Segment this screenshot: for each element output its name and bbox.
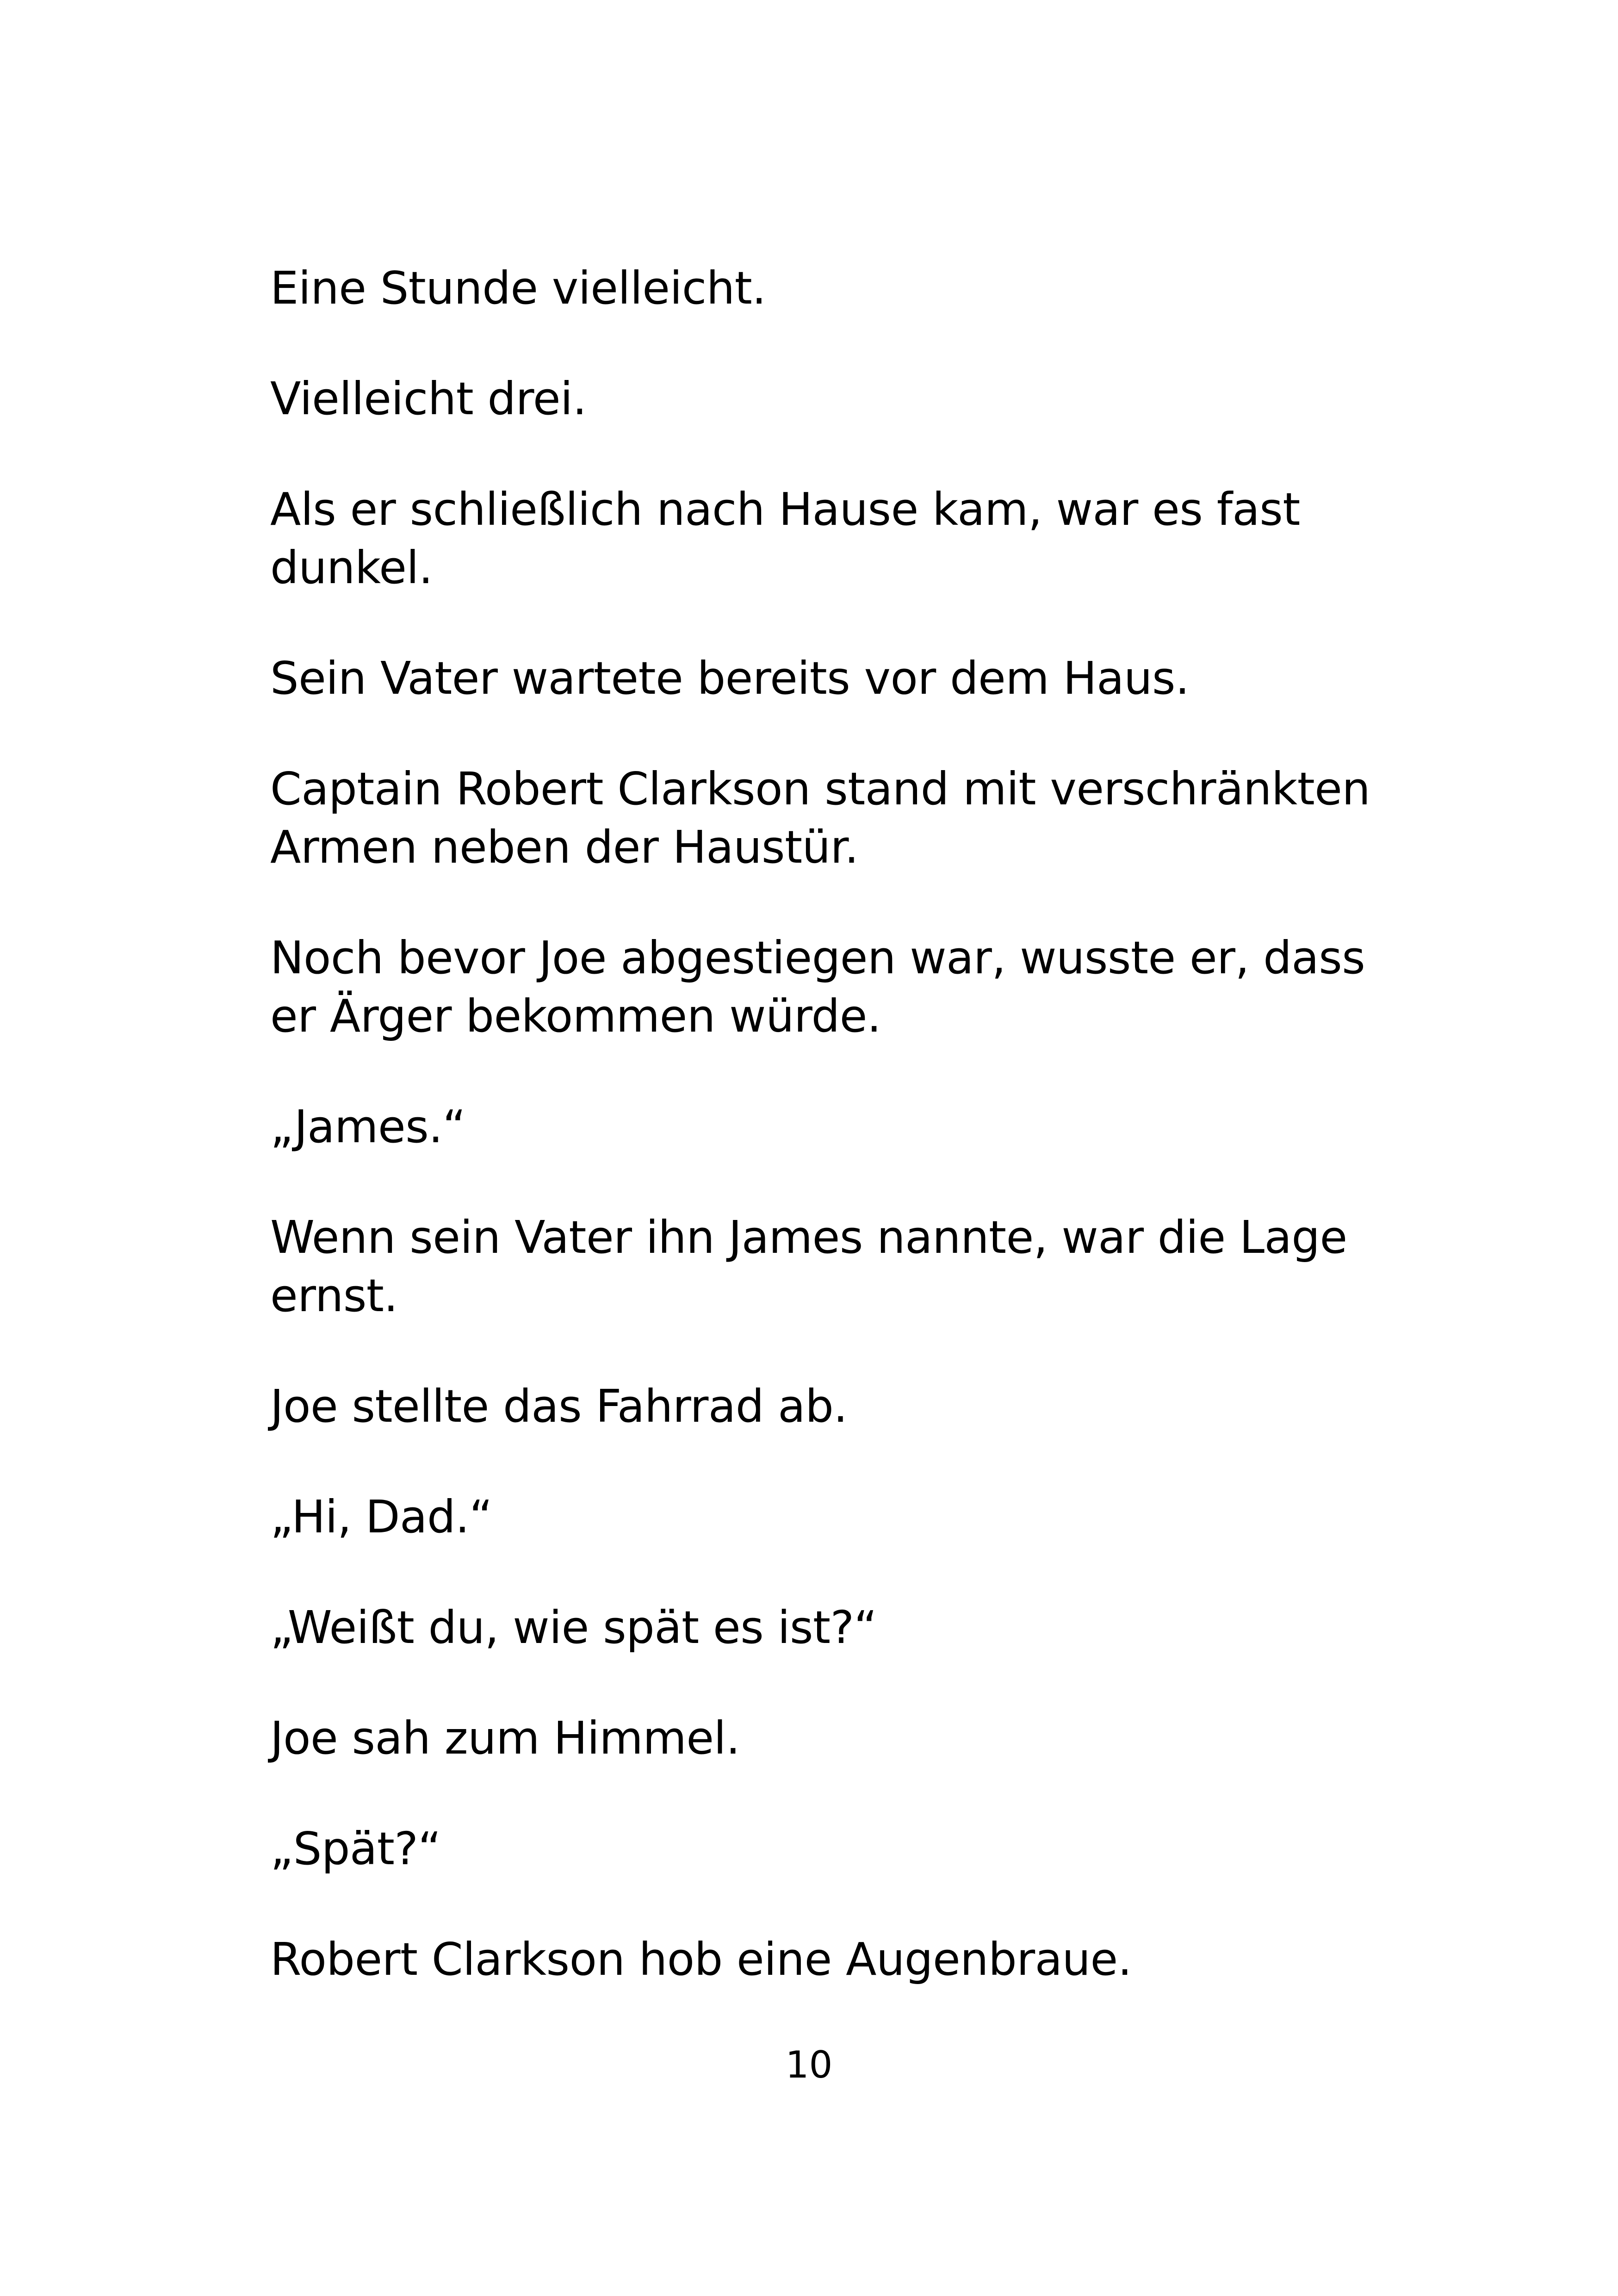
page-number: 10	[785, 2043, 833, 2086]
paragraph: Vielleicht drei.	[270, 373, 587, 425]
paragraph: Joe sah zum Himmel.	[270, 1712, 740, 1764]
paragraph: Joe stellte das Fahrrad ab.	[270, 1380, 848, 1432]
page-body-text	[270, 259, 1371, 2041]
paragraph: Robert Clarkson hob eine Augenbraue.	[270, 1933, 1132, 1985]
paragraph: Sein Vater wartete bereits vor dem Haus.	[270, 652, 1190, 704]
paragraph: Wenn sein Vater ihn James nannte, war die Lage ernst.	[270, 1211, 1347, 1322]
paragraph: Eine Stunde vielleicht.	[270, 262, 766, 314]
paragraph: Noch bevor Joe abgestiegen war, wusste er, dass er Ärger bekommen würde.	[270, 932, 1365, 1042]
paragraph: Captain Robert Clarkson stand mit verschränkten Armen neben der Haustür.	[270, 763, 1370, 873]
paragraph: Als er schließlich nach Hause kam, war es fast dunkel.	[270, 483, 1300, 594]
paragraph: „Hi, Dad.“	[270, 1491, 493, 1543]
paragraph: „James.“	[270, 1101, 466, 1153]
paragraph: „Spät?“	[270, 1823, 441, 1875]
paragraph: „Weißt du, wie spät es ist?“	[270, 1601, 877, 1654]
